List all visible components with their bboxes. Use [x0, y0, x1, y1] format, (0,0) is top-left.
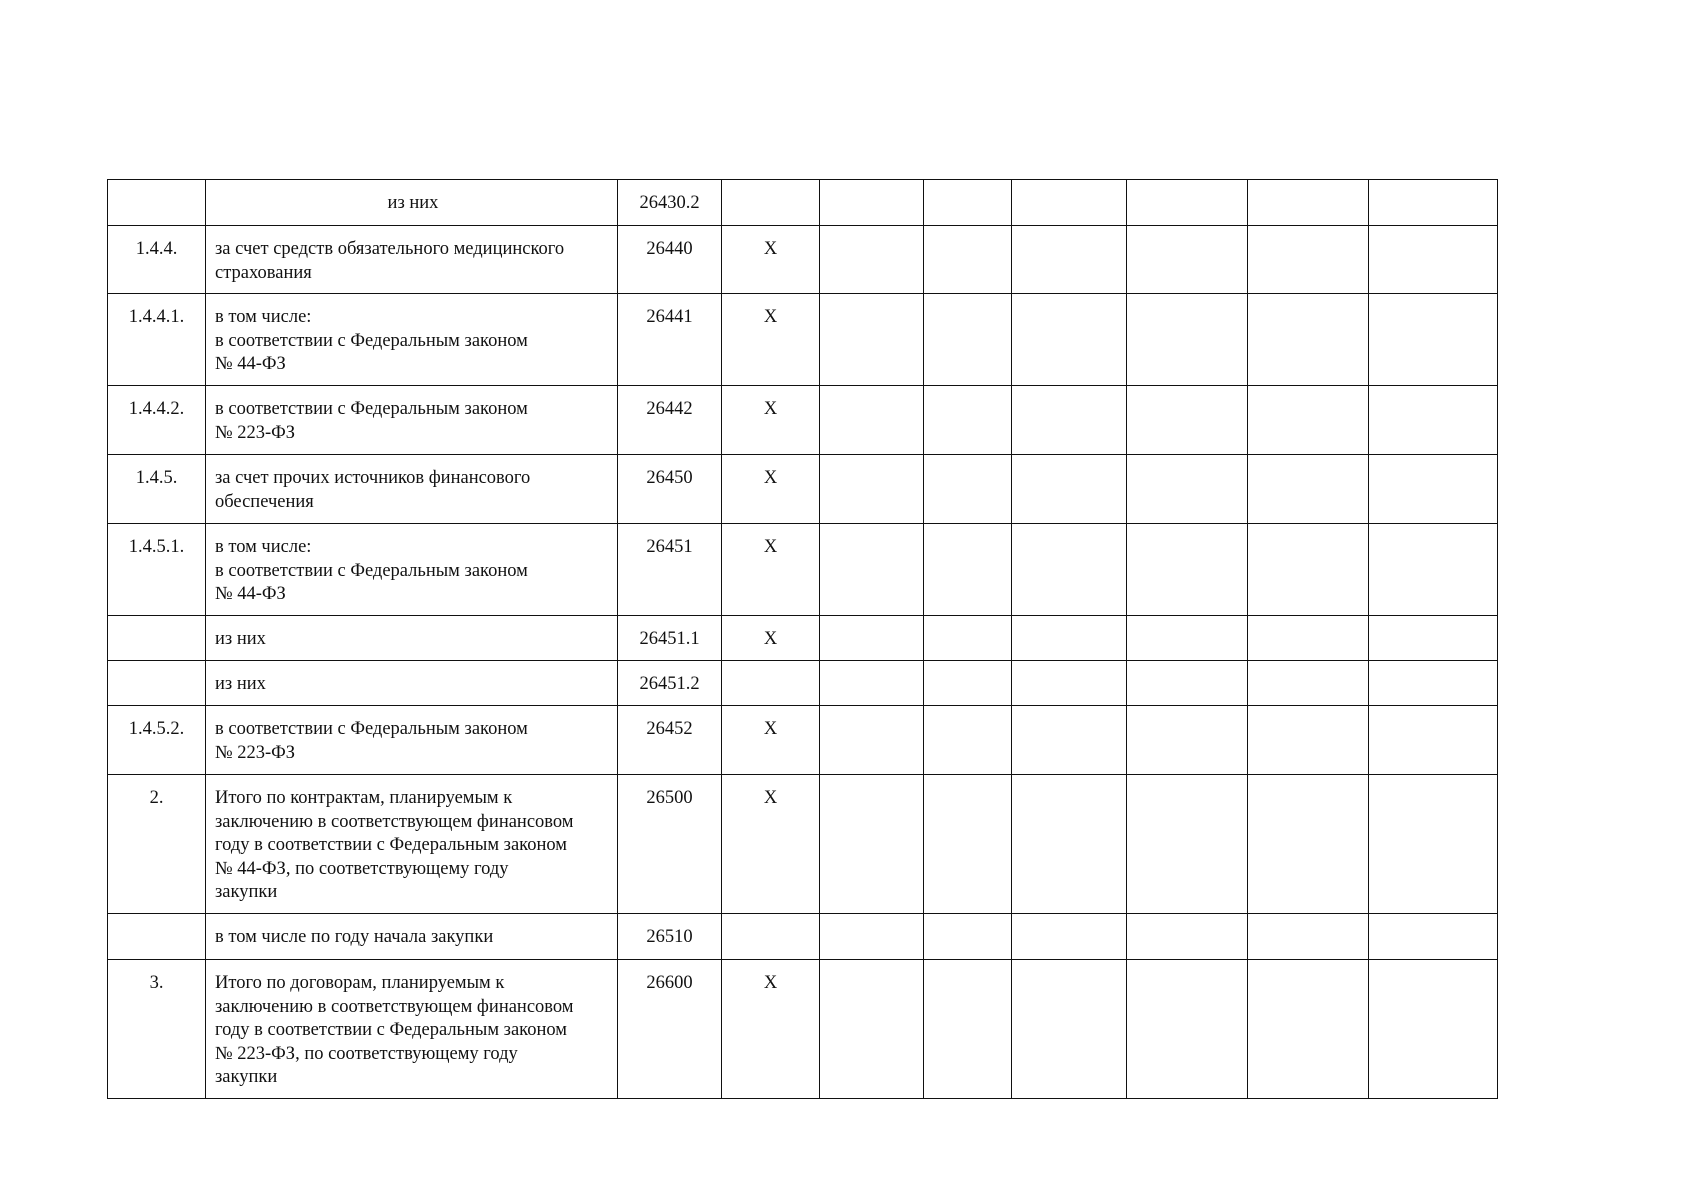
row-name-cell — [206, 294, 618, 386]
empty-value-cell — [1248, 524, 1369, 616]
empty-value-cell — [1369, 524, 1498, 616]
row-name-line: в соответствии с Федеральным законом — [215, 560, 528, 581]
empty-value-cell — [1248, 775, 1369, 914]
empty-value-cell — [1248, 386, 1369, 455]
empty-value-cell — [820, 386, 924, 455]
table-row — [108, 294, 1498, 386]
row-name-line: заключению в соответствующем финансовом — [215, 811, 574, 832]
empty-value-cell — [1369, 661, 1498, 706]
row-name-cell — [206, 524, 618, 616]
row-name-line: в том числе: — [215, 537, 312, 557]
row-name-line: закупки — [215, 1067, 278, 1087]
procurement-table — [107, 179, 1498, 1099]
row-number-cell: 1.4.4.2. — [108, 386, 206, 455]
row-number-cell — [108, 616, 206, 661]
empty-value-cell — [1369, 386, 1498, 455]
row-name-line: закупки — [215, 882, 278, 902]
empty-value-cell — [1012, 616, 1127, 661]
row-name-line: в соответствии с Федеральным законом — [215, 399, 528, 419]
row-name-line: за счет средств обязательного медицинского — [215, 239, 565, 259]
row-code-cell: 26442 — [618, 386, 722, 455]
empty-value-cell — [1248, 180, 1369, 226]
empty-value-cell — [1248, 455, 1369, 524]
empty-value-cell — [1248, 661, 1369, 706]
row-code-cell: 26440 — [618, 226, 722, 294]
row-mark-cell: X — [722, 960, 820, 1099]
row-name-line: Итого по контрактам, планируемым к — [215, 788, 513, 808]
row-name-line: № 223-ФЗ, по соответствующему году — [215, 1043, 518, 1064]
empty-value-cell — [924, 706, 1012, 775]
empty-value-cell — [820, 914, 924, 960]
empty-value-cell — [924, 914, 1012, 960]
empty-value-cell — [924, 775, 1012, 914]
empty-value-cell — [1012, 386, 1127, 455]
row-number-cell: 1.4.4.1. — [108, 294, 206, 386]
row-name-line: в том числе: — [215, 307, 312, 327]
row-mark-cell: X — [722, 706, 820, 775]
empty-value-cell — [924, 180, 1012, 226]
empty-value-cell — [924, 294, 1012, 386]
table-row — [108, 775, 1498, 914]
empty-value-cell — [820, 616, 924, 661]
table-row — [108, 661, 1498, 706]
row-name-line: № 223-ФЗ — [215, 742, 296, 763]
row-mark-cell — [722, 180, 820, 226]
row-code-cell: 26451.1 — [618, 616, 722, 661]
row-name-line: № 44-ФЗ — [215, 354, 286, 374]
empty-value-cell — [1248, 914, 1369, 960]
empty-value-cell — [1127, 914, 1248, 960]
row-name-cell — [206, 455, 618, 524]
row-mark-cell: X — [722, 616, 820, 661]
empty-value-cell — [820, 706, 924, 775]
empty-value-cell — [924, 616, 1012, 661]
row-name-cell — [206, 775, 618, 914]
row-name-cell — [206, 706, 618, 775]
row-name-line: в том числе по году начала закупки — [215, 927, 494, 947]
row-name-line: № 223-ФЗ — [215, 422, 296, 443]
empty-value-cell — [820, 294, 924, 386]
table-row — [108, 616, 1498, 661]
empty-value-cell — [1369, 706, 1498, 775]
empty-value-cell — [820, 524, 924, 616]
empty-value-cell — [1369, 914, 1498, 960]
empty-value-cell — [1248, 226, 1369, 294]
row-number-cell: 1.4.5.2. — [108, 706, 206, 775]
empty-value-cell — [1012, 226, 1127, 294]
row-number-cell: 2. — [108, 775, 206, 914]
row-name-line: из них — [215, 674, 266, 694]
empty-value-cell — [1012, 180, 1127, 226]
empty-value-cell — [1127, 775, 1248, 914]
empty-value-cell — [1369, 616, 1498, 661]
empty-value-cell — [924, 455, 1012, 524]
row-mark-cell: X — [722, 455, 820, 524]
empty-value-cell — [820, 661, 924, 706]
empty-value-cell — [1369, 180, 1498, 226]
empty-value-cell — [1127, 706, 1248, 775]
empty-value-cell — [1369, 226, 1498, 294]
empty-value-cell — [1012, 661, 1127, 706]
empty-value-cell — [1127, 455, 1248, 524]
empty-value-cell — [1127, 226, 1248, 294]
row-name-line: за счет прочих источников финансового — [215, 468, 531, 488]
row-name-line: заключению в соответствующем финансовом — [215, 996, 574, 1017]
empty-value-cell — [1127, 386, 1248, 455]
row-code-cell: 26500 — [618, 775, 722, 914]
table-row — [108, 455, 1498, 524]
row-mark-cell — [722, 661, 820, 706]
row-name-line: № 44-ФЗ — [215, 584, 286, 604]
row-name-cell — [206, 386, 618, 455]
table-row — [108, 706, 1498, 775]
row-number-cell: 1.4.4. — [108, 226, 206, 294]
row-name-line: из них — [215, 629, 266, 649]
empty-value-cell — [1012, 455, 1127, 524]
table-row — [108, 180, 1498, 226]
empty-value-cell — [1369, 775, 1498, 914]
row-name-line: № 44-ФЗ, по соответствующему году — [215, 858, 509, 879]
row-code-cell: 26452 — [618, 706, 722, 775]
empty-value-cell — [1248, 960, 1369, 1099]
empty-value-cell — [820, 775, 924, 914]
row-name-cell — [206, 914, 618, 960]
row-number-cell: 1.4.5. — [108, 455, 206, 524]
row-name-cell — [206, 960, 618, 1099]
empty-value-cell — [1012, 294, 1127, 386]
empty-value-cell — [1012, 524, 1127, 616]
row-mark-cell: X — [722, 294, 820, 386]
empty-value-cell — [1012, 706, 1127, 775]
row-name-line: из них — [387, 193, 439, 213]
empty-value-cell — [820, 960, 924, 1099]
row-mark-cell: X — [722, 775, 820, 914]
row-code-cell: 26441 — [618, 294, 722, 386]
row-number-cell: 1.4.5.1. — [108, 524, 206, 616]
row-number-cell — [108, 180, 206, 226]
row-code-cell: 26450 — [618, 455, 722, 524]
table-row — [108, 226, 1498, 294]
row-name-line: в соответствии с Федеральным законом — [215, 330, 528, 351]
empty-value-cell — [924, 226, 1012, 294]
empty-value-cell — [924, 960, 1012, 1099]
row-mark-cell: X — [722, 226, 820, 294]
row-name-cell — [206, 180, 618, 226]
row-mark-cell — [722, 914, 820, 960]
empty-value-cell — [1369, 960, 1498, 1099]
table-row — [108, 386, 1498, 455]
row-mark-cell: X — [722, 386, 820, 455]
row-number-cell — [108, 661, 206, 706]
empty-value-cell — [1127, 524, 1248, 616]
empty-value-cell — [1248, 616, 1369, 661]
row-name-line: году в соответствии с Федеральным законом — [215, 835, 567, 855]
empty-value-cell — [820, 180, 924, 226]
row-name-cell — [206, 661, 618, 706]
row-name-line: обеспечения — [215, 491, 314, 512]
row-number-cell: 3. — [108, 960, 206, 1099]
row-name-cell — [206, 616, 618, 661]
empty-value-cell — [924, 524, 1012, 616]
empty-value-cell — [1127, 960, 1248, 1099]
table-body — [108, 180, 1498, 1099]
row-name-line: Итого по договорам, планируемым к — [215, 973, 505, 993]
row-number-cell — [108, 914, 206, 960]
empty-value-cell — [1369, 455, 1498, 524]
row-code-cell: 26451.2 — [618, 661, 722, 706]
empty-value-cell — [1012, 914, 1127, 960]
empty-value-cell — [1127, 661, 1248, 706]
empty-value-cell — [820, 455, 924, 524]
empty-value-cell — [1127, 180, 1248, 226]
row-name-line: страхования — [215, 262, 312, 283]
empty-value-cell — [924, 386, 1012, 455]
row-code-cell: 26430.2 — [618, 180, 722, 226]
empty-value-cell — [1369, 294, 1498, 386]
empty-value-cell — [1012, 775, 1127, 914]
empty-value-cell — [1248, 706, 1369, 775]
empty-value-cell — [1127, 616, 1248, 661]
row-name-line: в соответствии с Федеральным законом — [215, 719, 528, 739]
row-code-cell: 26510 — [618, 914, 722, 960]
empty-value-cell — [1012, 960, 1127, 1099]
table-row — [108, 960, 1498, 1099]
row-name-line: году в соответствии с Федеральным законом — [215, 1020, 567, 1040]
table-row — [108, 524, 1498, 616]
empty-value-cell — [1248, 294, 1369, 386]
row-code-cell: 26600 — [618, 960, 722, 1099]
row-name-cell — [206, 226, 618, 294]
row-code-cell: 26451 — [618, 524, 722, 616]
empty-value-cell — [820, 226, 924, 294]
row-mark-cell: X — [722, 524, 820, 616]
empty-value-cell — [1127, 294, 1248, 386]
empty-value-cell — [924, 661, 1012, 706]
table-row — [108, 914, 1498, 960]
